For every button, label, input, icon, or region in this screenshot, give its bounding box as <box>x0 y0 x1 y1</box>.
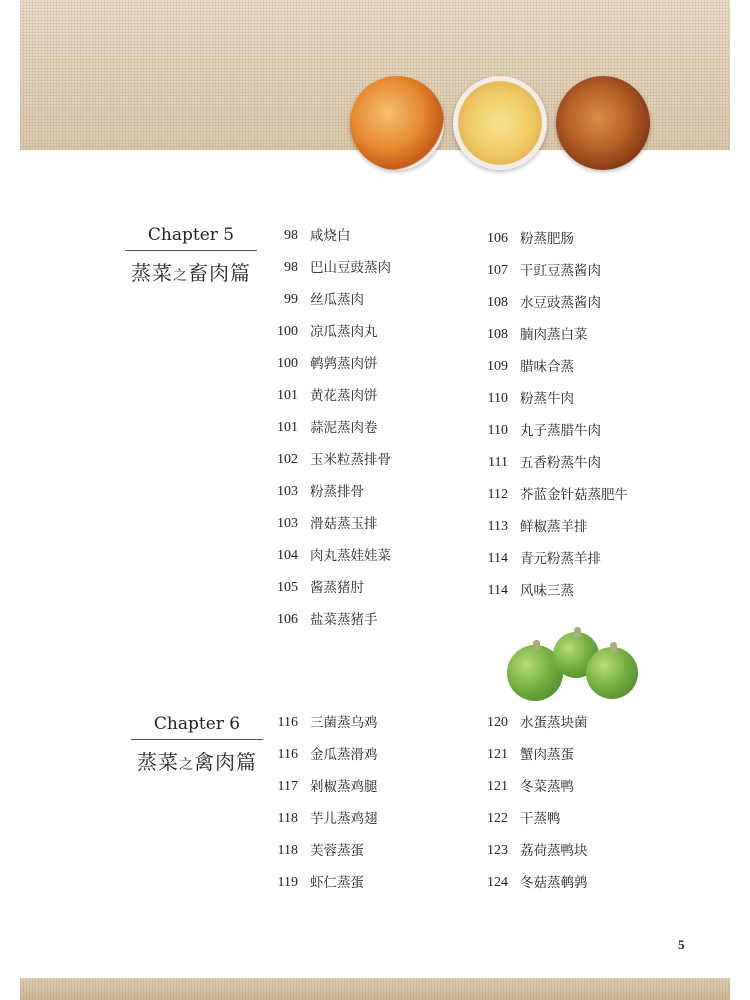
toc-recipe-name: 水豆豉蒸酱肉 <box>520 295 601 311</box>
toc-entry <box>476 517 628 549</box>
toc-entry <box>266 290 391 322</box>
toc-recipe-name: 盐菜蒸猪手 <box>310 612 378 628</box>
toc-recipe-name: 水蛋蒸块菌 <box>520 715 588 731</box>
toc-entry <box>476 421 628 453</box>
toc-page-number: 116 <box>277 747 298 762</box>
dish-photo-ribs <box>556 76 650 170</box>
toc-entry <box>266 258 391 290</box>
zucchini-image <box>586 647 638 699</box>
toc-recipe-name: 三菌蒸乌鸡 <box>310 715 378 731</box>
toc-entry <box>266 578 391 610</box>
toc-entry <box>476 549 628 581</box>
toc-entry <box>476 229 628 261</box>
chapter-5-list-left <box>266 226 391 642</box>
toc-entry <box>266 514 391 546</box>
toc-entry <box>476 873 588 905</box>
toc-entry <box>476 293 628 325</box>
toc-recipe-name: 蟹肉蒸蛋 <box>520 747 574 763</box>
toc-recipe-name: 芙蓉蒸蛋 <box>310 843 364 859</box>
toc-page-number: 121 <box>487 747 508 762</box>
toc-page-number: 105 <box>277 580 298 595</box>
chapter-rule <box>125 250 257 251</box>
toc-entry <box>476 485 628 517</box>
toc-entry <box>266 226 391 258</box>
toc-page-number: 99 <box>284 292 298 307</box>
toc-recipe-name: 荔荷蒸鸭块 <box>520 843 588 859</box>
footer-strip <box>20 978 730 1000</box>
toc-recipe-name: 丸子蒸腊牛肉 <box>520 423 601 439</box>
toc-page-number: 110 <box>487 423 508 438</box>
toc-page-number: 111 <box>488 455 508 470</box>
toc-entry <box>266 610 391 642</box>
toc-recipe-name: 冬菇蒸鹌鹑 <box>520 875 588 891</box>
toc-page-number: 124 <box>487 875 508 890</box>
toc-page-number: 118 <box>277 811 298 826</box>
page-number: 5 <box>678 937 685 952</box>
toc-recipe-name: 五香粉蒸牛肉 <box>520 455 601 471</box>
toc-recipe-name: 芋儿蒸鸡翅 <box>310 811 378 827</box>
toc-page-number: 107 <box>487 263 508 278</box>
toc-entry <box>266 418 391 450</box>
toc-entry <box>266 713 378 745</box>
toc-recipe-name: 凉瓜蒸肉丸 <box>310 324 378 340</box>
toc-recipe-name: 干豇豆蒸酱肉 <box>520 263 601 279</box>
toc-entry <box>476 713 588 745</box>
toc-page-number: 112 <box>487 487 508 502</box>
chapter-label: Chapter 6 <box>153 714 241 734</box>
toc-entry <box>476 389 628 421</box>
toc-page-number: 114 <box>487 551 508 566</box>
toc-recipe-name: 巴山豆豉蒸肉 <box>310 260 391 276</box>
toc-recipe-name: 虾仁蒸蛋 <box>310 875 364 891</box>
dish-photo-jelly <box>350 76 444 170</box>
chapter-5-list-right <box>476 229 628 613</box>
toc-recipe-name: 鹌鹑蒸肉饼 <box>310 356 378 372</box>
chapter-6-heading <box>127 713 267 775</box>
chapter-rule <box>131 739 263 740</box>
toc-recipe-name: 鲜椒蒸羊排 <box>520 519 588 535</box>
toc-recipe-name: 咸烧白 <box>310 228 351 244</box>
toc-recipe-name: 青元粉蒸羊排 <box>520 551 601 567</box>
toc-recipe-name: 玉米粒蒸排骨 <box>310 452 391 468</box>
toc-entry <box>266 777 378 809</box>
toc-entry <box>266 450 391 482</box>
toc-recipe-name: 金瓜蒸滑鸡 <box>310 747 378 763</box>
toc-page-number: 98 <box>284 260 298 275</box>
toc-entry <box>266 873 378 905</box>
toc-entry <box>476 841 588 873</box>
toc-entry <box>476 453 628 485</box>
toc-page-number: 108 <box>487 327 508 342</box>
toc-page-number: 106 <box>487 231 508 246</box>
toc-page-number: 106 <box>277 612 298 627</box>
toc-entry <box>476 357 628 389</box>
toc-page-number: 108 <box>487 295 508 310</box>
toc-page-number: 100 <box>277 356 298 371</box>
toc-recipe-name: 蒜泥蒸肉卷 <box>310 420 378 436</box>
toc-entry <box>476 745 588 777</box>
toc-entry <box>476 777 588 809</box>
toc-page-number: 101 <box>277 420 298 435</box>
toc-entry <box>266 809 378 841</box>
toc-page-number: 102 <box>277 452 298 467</box>
toc-recipe-name: 芥蓝金针菇蒸肥牛 <box>520 487 628 503</box>
dish-photo-custard <box>453 76 547 170</box>
toc-page-number: 120 <box>487 715 508 730</box>
toc-entry <box>266 546 391 578</box>
toc-entry <box>266 386 391 418</box>
toc-page-number: 103 <box>277 516 298 531</box>
toc-page-number: 109 <box>487 359 508 374</box>
toc-page-number: 121 <box>487 779 508 794</box>
toc-page-number: 118 <box>277 843 298 858</box>
toc-recipe-name: 丝瓜蒸肉 <box>310 292 364 308</box>
toc-recipe-name: 冬菜蒸鸭 <box>520 779 574 795</box>
toc-entry <box>266 354 391 386</box>
toc-page-number: 122 <box>487 811 508 826</box>
chapter-5-heading <box>121 224 261 286</box>
toc-entry <box>266 322 391 354</box>
toc-recipe-name: 肉丸蒸娃娃菜 <box>310 548 391 564</box>
toc-recipe-name: 黄花蒸肉饼 <box>310 388 378 404</box>
toc-page-number: 123 <box>487 843 508 858</box>
toc-entry <box>476 581 628 613</box>
toc-recipe-name: 粉蒸肥肠 <box>520 231 574 247</box>
toc-recipe-name: 剁椒蒸鸡腿 <box>310 779 378 795</box>
toc-recipe-name: 粉蒸牛肉 <box>520 391 574 407</box>
toc-recipe-name: 干蒸鸭 <box>520 811 561 827</box>
chapter-title: 蒸菜之畜肉篇 <box>131 261 251 285</box>
toc-recipe-name: 粉蒸排骨 <box>310 484 364 500</box>
toc-page-number: 98 <box>284 228 298 243</box>
toc-page-number: 113 <box>487 519 508 534</box>
toc-entry <box>476 325 628 357</box>
toc-entry <box>266 745 378 777</box>
toc-entry <box>266 841 378 873</box>
toc-entry <box>266 482 391 514</box>
toc-page-number: 119 <box>277 875 298 890</box>
toc-page-number: 103 <box>277 484 298 499</box>
toc-entry <box>476 809 588 841</box>
chapter-title: 蒸菜之禽肉篇 <box>137 750 257 774</box>
toc-page-number: 117 <box>277 779 298 794</box>
toc-recipe-name: 滑菇蒸玉排 <box>310 516 378 532</box>
chapter-label: Chapter 5 <box>147 225 235 245</box>
toc-page-number: 104 <box>277 548 298 563</box>
toc-recipe-name: 腩肉蒸白菜 <box>520 327 588 343</box>
toc-page-number: 114 <box>487 583 508 598</box>
toc-recipe-name: 风味三蒸 <box>520 583 574 599</box>
toc-recipe-name: 酱蒸猪肘 <box>310 580 364 596</box>
toc-page-number: 101 <box>277 388 298 403</box>
toc-page-number: 100 <box>277 324 298 339</box>
toc-entry <box>476 261 628 293</box>
chapter-6-list-left <box>266 713 378 905</box>
toc-page-number: 110 <box>487 391 508 406</box>
toc-recipe-name: 腊味合蒸 <box>520 359 574 375</box>
toc-page-number: 116 <box>277 715 298 730</box>
chapter-6-list-right <box>476 713 588 905</box>
